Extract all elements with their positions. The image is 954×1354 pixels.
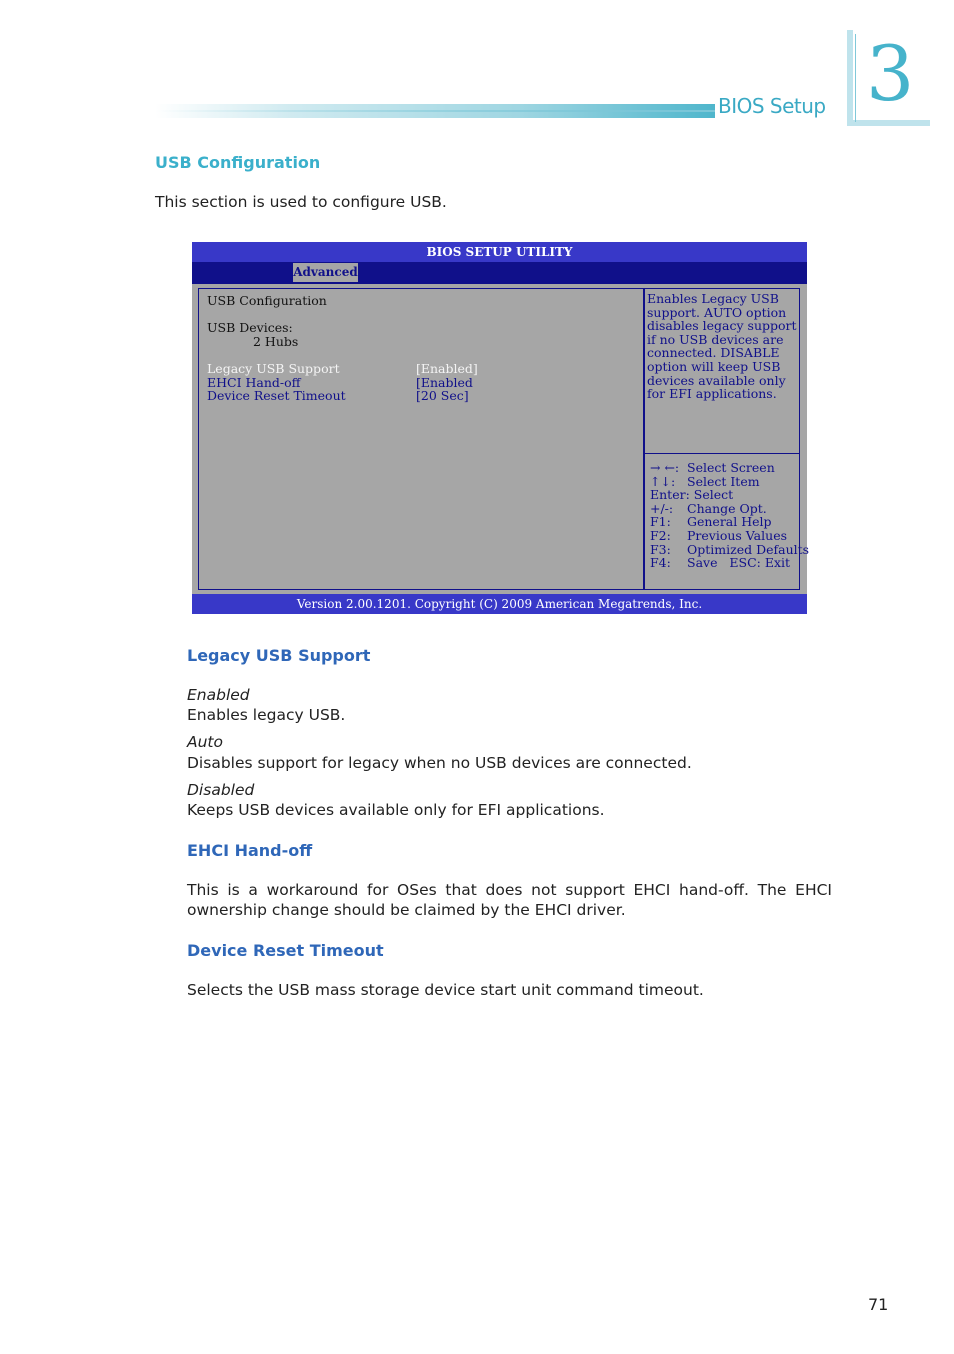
- legacy-option-auto-desc: Disables support for legacy when no USB devices are connected.: [187, 754, 692, 772]
- section-intro: This section is used to configure USB.: [155, 193, 447, 211]
- usb-devices-value: 2 Hubs: [253, 334, 299, 349]
- bios-item-legacy-usb-value[interactable]: [Enabled]: [416, 361, 478, 376]
- legacy-usb-title: Legacy USB Support: [187, 646, 371, 665]
- legacy-option-auto: Auto: [187, 733, 223, 751]
- bios-title-bar: [192, 242, 807, 262]
- chapter-number: 3: [866, 29, 915, 118]
- reset-timeout-title: Device Reset Timeout: [187, 941, 384, 960]
- legacy-option-enabled-desc: Enables legacy USB.: [187, 706, 346, 724]
- key-row: ↑↓: Select Item: [650, 473, 760, 489]
- bios-help-panel: [643, 288, 800, 454]
- bios-footer: Version 2.00.1201. Copyright (C) 2009 American Megatrends, Inc.: [296, 597, 703, 611]
- bios-screen: [192, 242, 810, 614]
- bios-item-ehci-value[interactable]: [Enabled: [416, 374, 473, 390]
- bios-title: BIOS SETUP UTILITY: [426, 245, 573, 259]
- ehci-desc: This is a workaround for OSes that does not support EHCI hand-off. The EHCI ownership change should be claimed by the EHCI driver.: [187, 881, 832, 919]
- legacy-option-disabled: Disabled: [187, 781, 255, 799]
- key-row: Enter: Select: [650, 487, 734, 503]
- header-decor-bar: [155, 104, 715, 118]
- legacy-option-enabled: Enabled: [187, 686, 250, 704]
- bios-help-text: Enables Legacy USB support. AUTO option disables legacy support if no USB devices are connected. DISABLE option will keep USB devices available only for EFI applications.: [647, 291, 797, 402]
- bios-item-legacy-usb-label[interactable]: Legacy USB Support: [207, 361, 340, 376]
- bios-tab-bar: [192, 262, 807, 284]
- key-row: F2: Previous Values: [650, 528, 787, 543]
- bios-main-heading: USB Configuration: [207, 293, 327, 308]
- bios-keys-panel: [643, 453, 810, 590]
- reset-timeout-desc: Selects the USB mass storage device start unit command timeout.: [187, 981, 704, 999]
- usb-devices-label: USB Devices:: [207, 320, 293, 335]
- bios-item-reset-timeout-value[interactable]: [20 Sec]: [416, 388, 469, 403]
- bios-footer-bar: [192, 594, 807, 614]
- header-section-label: BIOS Setup: [718, 94, 826, 118]
- key-row: F3: Optimized Defaults: [650, 541, 810, 557]
- key-row: → ←: Select Screen: [650, 460, 775, 475]
- key-row: +/-: Change Opt.: [650, 500, 767, 516]
- bios-main-panel: [198, 288, 645, 590]
- legacy-option-disabled-desc: Keeps USB devices available only for EFI applications.: [187, 801, 605, 819]
- key-row: F1: General Help: [650, 514, 772, 530]
- bios-item-reset-timeout-label[interactable]: Device Reset Timeout: [207, 388, 346, 403]
- bios-item-ehci-label[interactable]: EHCI Hand-off: [207, 374, 301, 390]
- page-number: 71: [868, 1295, 889, 1314]
- section-title: USB Configuration: [155, 153, 321, 172]
- key-row: F4: Save ESC: Exit: [650, 555, 791, 571]
- tab-advanced[interactable]: Advanced: [293, 263, 358, 282]
- ehci-title: EHCI Hand-off: [187, 841, 313, 860]
